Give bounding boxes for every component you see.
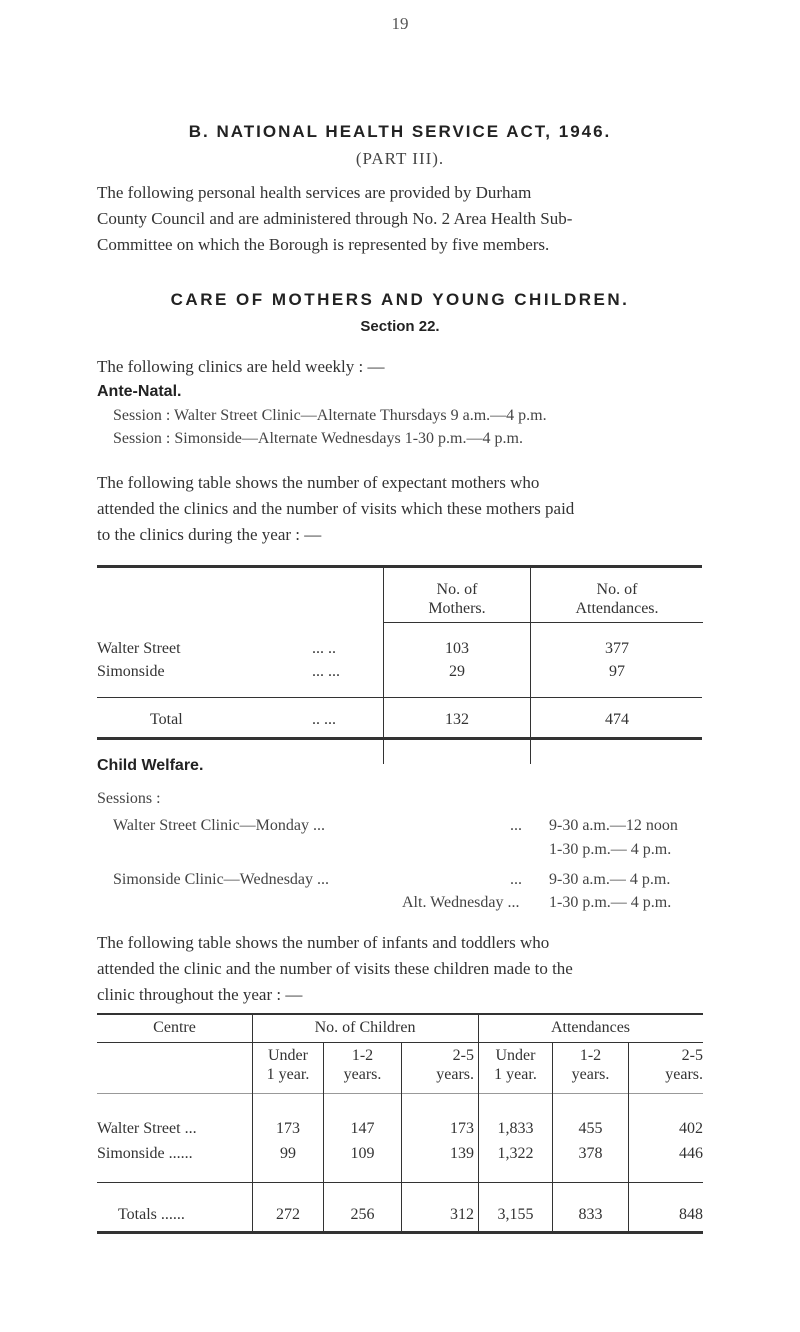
total-cell: 3,155 xyxy=(497,1206,534,1223)
table-row-name: Walter Street xyxy=(97,640,181,657)
page-number: 19 xyxy=(391,14,409,33)
total-label: Totals ...... xyxy=(118,1206,185,1223)
table-cell: 1,322 xyxy=(497,1145,534,1162)
table-cell: 455 xyxy=(578,1120,603,1137)
table-row-name: Simonside ...... xyxy=(97,1145,193,1162)
intro-line: to the clinics during the year : — xyxy=(97,525,322,544)
table-bottom-rule xyxy=(97,1231,703,1234)
leader-dots: ... xyxy=(510,817,522,834)
table-cell: 99 xyxy=(280,1145,296,1162)
table-top-rule xyxy=(97,565,702,568)
leader-dots: ... ... xyxy=(312,663,340,680)
leader-dots: ... xyxy=(510,871,522,888)
session-time: 9-30 a.m.— 4 p.m. xyxy=(549,871,671,888)
sub-header: Under xyxy=(268,1047,308,1064)
centre-header: Centre xyxy=(153,1019,196,1036)
ante-natal-session: Session : Simonside—Alternate Wednesdays 1-30 p.m.—4 p.m. xyxy=(113,430,523,447)
table-row-name: Simonside xyxy=(97,663,165,680)
leader-dots: ... .. xyxy=(312,640,336,657)
total-cell: 256 xyxy=(350,1206,375,1223)
care-section: Section 22. xyxy=(360,318,440,335)
total-rule xyxy=(97,1182,703,1183)
mothers-header: No. of xyxy=(436,581,478,598)
clinics-intro: The following clinics are held weekly : — xyxy=(97,357,385,376)
table-cell: 402 xyxy=(679,1120,703,1137)
table-cell: 109 xyxy=(350,1145,375,1162)
table-cell: 1,833 xyxy=(497,1120,534,1137)
sub-header: 1 year. xyxy=(494,1066,537,1083)
sub-header: 2-5 xyxy=(452,1047,474,1064)
header-rule xyxy=(97,1042,252,1043)
sub-header: 1-2 xyxy=(351,1047,374,1064)
table-cell: 173 xyxy=(450,1120,474,1137)
mothers-total: 132 xyxy=(445,711,469,728)
total-cell: 848 xyxy=(679,1206,703,1223)
sub-header: 1 year. xyxy=(266,1066,310,1083)
intro-line: The following personal health services are provided by Durham xyxy=(97,183,532,202)
attendances-value: 377 xyxy=(605,640,629,657)
total-cell: 272 xyxy=(276,1206,300,1223)
sessions-label: Sessions : xyxy=(97,790,161,807)
table-bottom-rule xyxy=(97,737,702,740)
session-time: 1-30 p.m.— 4 p.m. xyxy=(549,894,672,911)
header-rule xyxy=(531,622,703,623)
leader-dots: .. ... xyxy=(312,711,336,728)
intro-line: Committee on which the Borough is represented by five members. xyxy=(97,235,550,254)
table-top-rule xyxy=(97,1013,703,1015)
session-label: Alt. Wednesday ... xyxy=(402,894,520,911)
session-label: Walter Street Clinic—Monday ... xyxy=(113,817,325,834)
session-label: Simonside Clinic—Wednesday ... xyxy=(113,871,330,888)
session-time: 1-30 p.m.— 4 p.m. xyxy=(549,841,672,858)
total-rule xyxy=(97,697,702,698)
ante-natal-session: Session : Walter Street Clinic—Alternate Thursdays 9 a.m.—4 p.m. xyxy=(113,407,547,424)
intro-line: County Council and are administered through No. 2 Area Health Sub- xyxy=(97,209,573,228)
intro-line: attended the clinic and the number of visits these children made to the xyxy=(97,959,573,978)
header-rule xyxy=(479,1042,703,1043)
section-b-intro xyxy=(97,180,712,258)
ante-natal-heading: Ante-Natal. xyxy=(97,383,182,400)
intro-line: attended the clinics and the number of visits which these mothers paid xyxy=(97,499,575,518)
header-rule xyxy=(253,1042,478,1043)
mothers-header: Mothers. xyxy=(428,600,486,617)
sub-header: 2-5 xyxy=(681,1047,703,1064)
intro-line: The following table shows the number of expectant mothers who xyxy=(97,473,540,492)
attendances-header: No. of xyxy=(596,581,638,598)
header-rule xyxy=(384,622,530,623)
intro-line: The following table shows the number of infants and toddlers who xyxy=(97,933,550,952)
table-cell: 378 xyxy=(578,1145,603,1162)
attendances-header: Attendances xyxy=(550,1019,631,1036)
child-welfare-table-intro xyxy=(97,930,712,1008)
sub-header: years. xyxy=(665,1066,703,1083)
mothers-value: 29 xyxy=(449,663,465,680)
child-welfare-heading: Child Welfare. xyxy=(97,757,204,774)
table-cell: 173 xyxy=(276,1120,300,1137)
table-cell: 446 xyxy=(679,1145,703,1162)
table-cell: 147 xyxy=(350,1120,375,1137)
attendances-header: Attendances. xyxy=(575,600,659,617)
attendances-value: 97 xyxy=(609,663,625,680)
care-title: CARE OF MOTHERS AND YOUNG CHILDREN. xyxy=(170,290,630,309)
mothers-value: 103 xyxy=(445,640,469,657)
ante-natal-table-intro xyxy=(97,470,712,548)
total-cell: 312 xyxy=(450,1206,474,1223)
intro-line: clinic throughout the year : — xyxy=(97,985,303,1004)
total-cell: 833 xyxy=(578,1206,603,1223)
children-header: No. of Children xyxy=(314,1019,416,1036)
table-cell: 139 xyxy=(450,1145,474,1162)
sub-header: Under xyxy=(495,1047,536,1064)
section-b-title: B. NATIONAL HEALTH SERVICE ACT, 1946. xyxy=(188,122,612,141)
table-row-name: Walter Street ... xyxy=(97,1120,197,1137)
total-label: Total xyxy=(150,711,183,728)
sub-header: years. xyxy=(343,1066,382,1083)
sub-header: years. xyxy=(571,1066,610,1083)
session-time: 9-30 a.m.—12 noon xyxy=(549,817,678,834)
sub-header-rule xyxy=(97,1093,703,1094)
sub-header: 1-2 xyxy=(579,1047,602,1064)
sub-header: years. xyxy=(436,1066,474,1083)
attendances-total: 474 xyxy=(605,711,629,728)
section-b-part: (PART III). xyxy=(355,149,445,168)
